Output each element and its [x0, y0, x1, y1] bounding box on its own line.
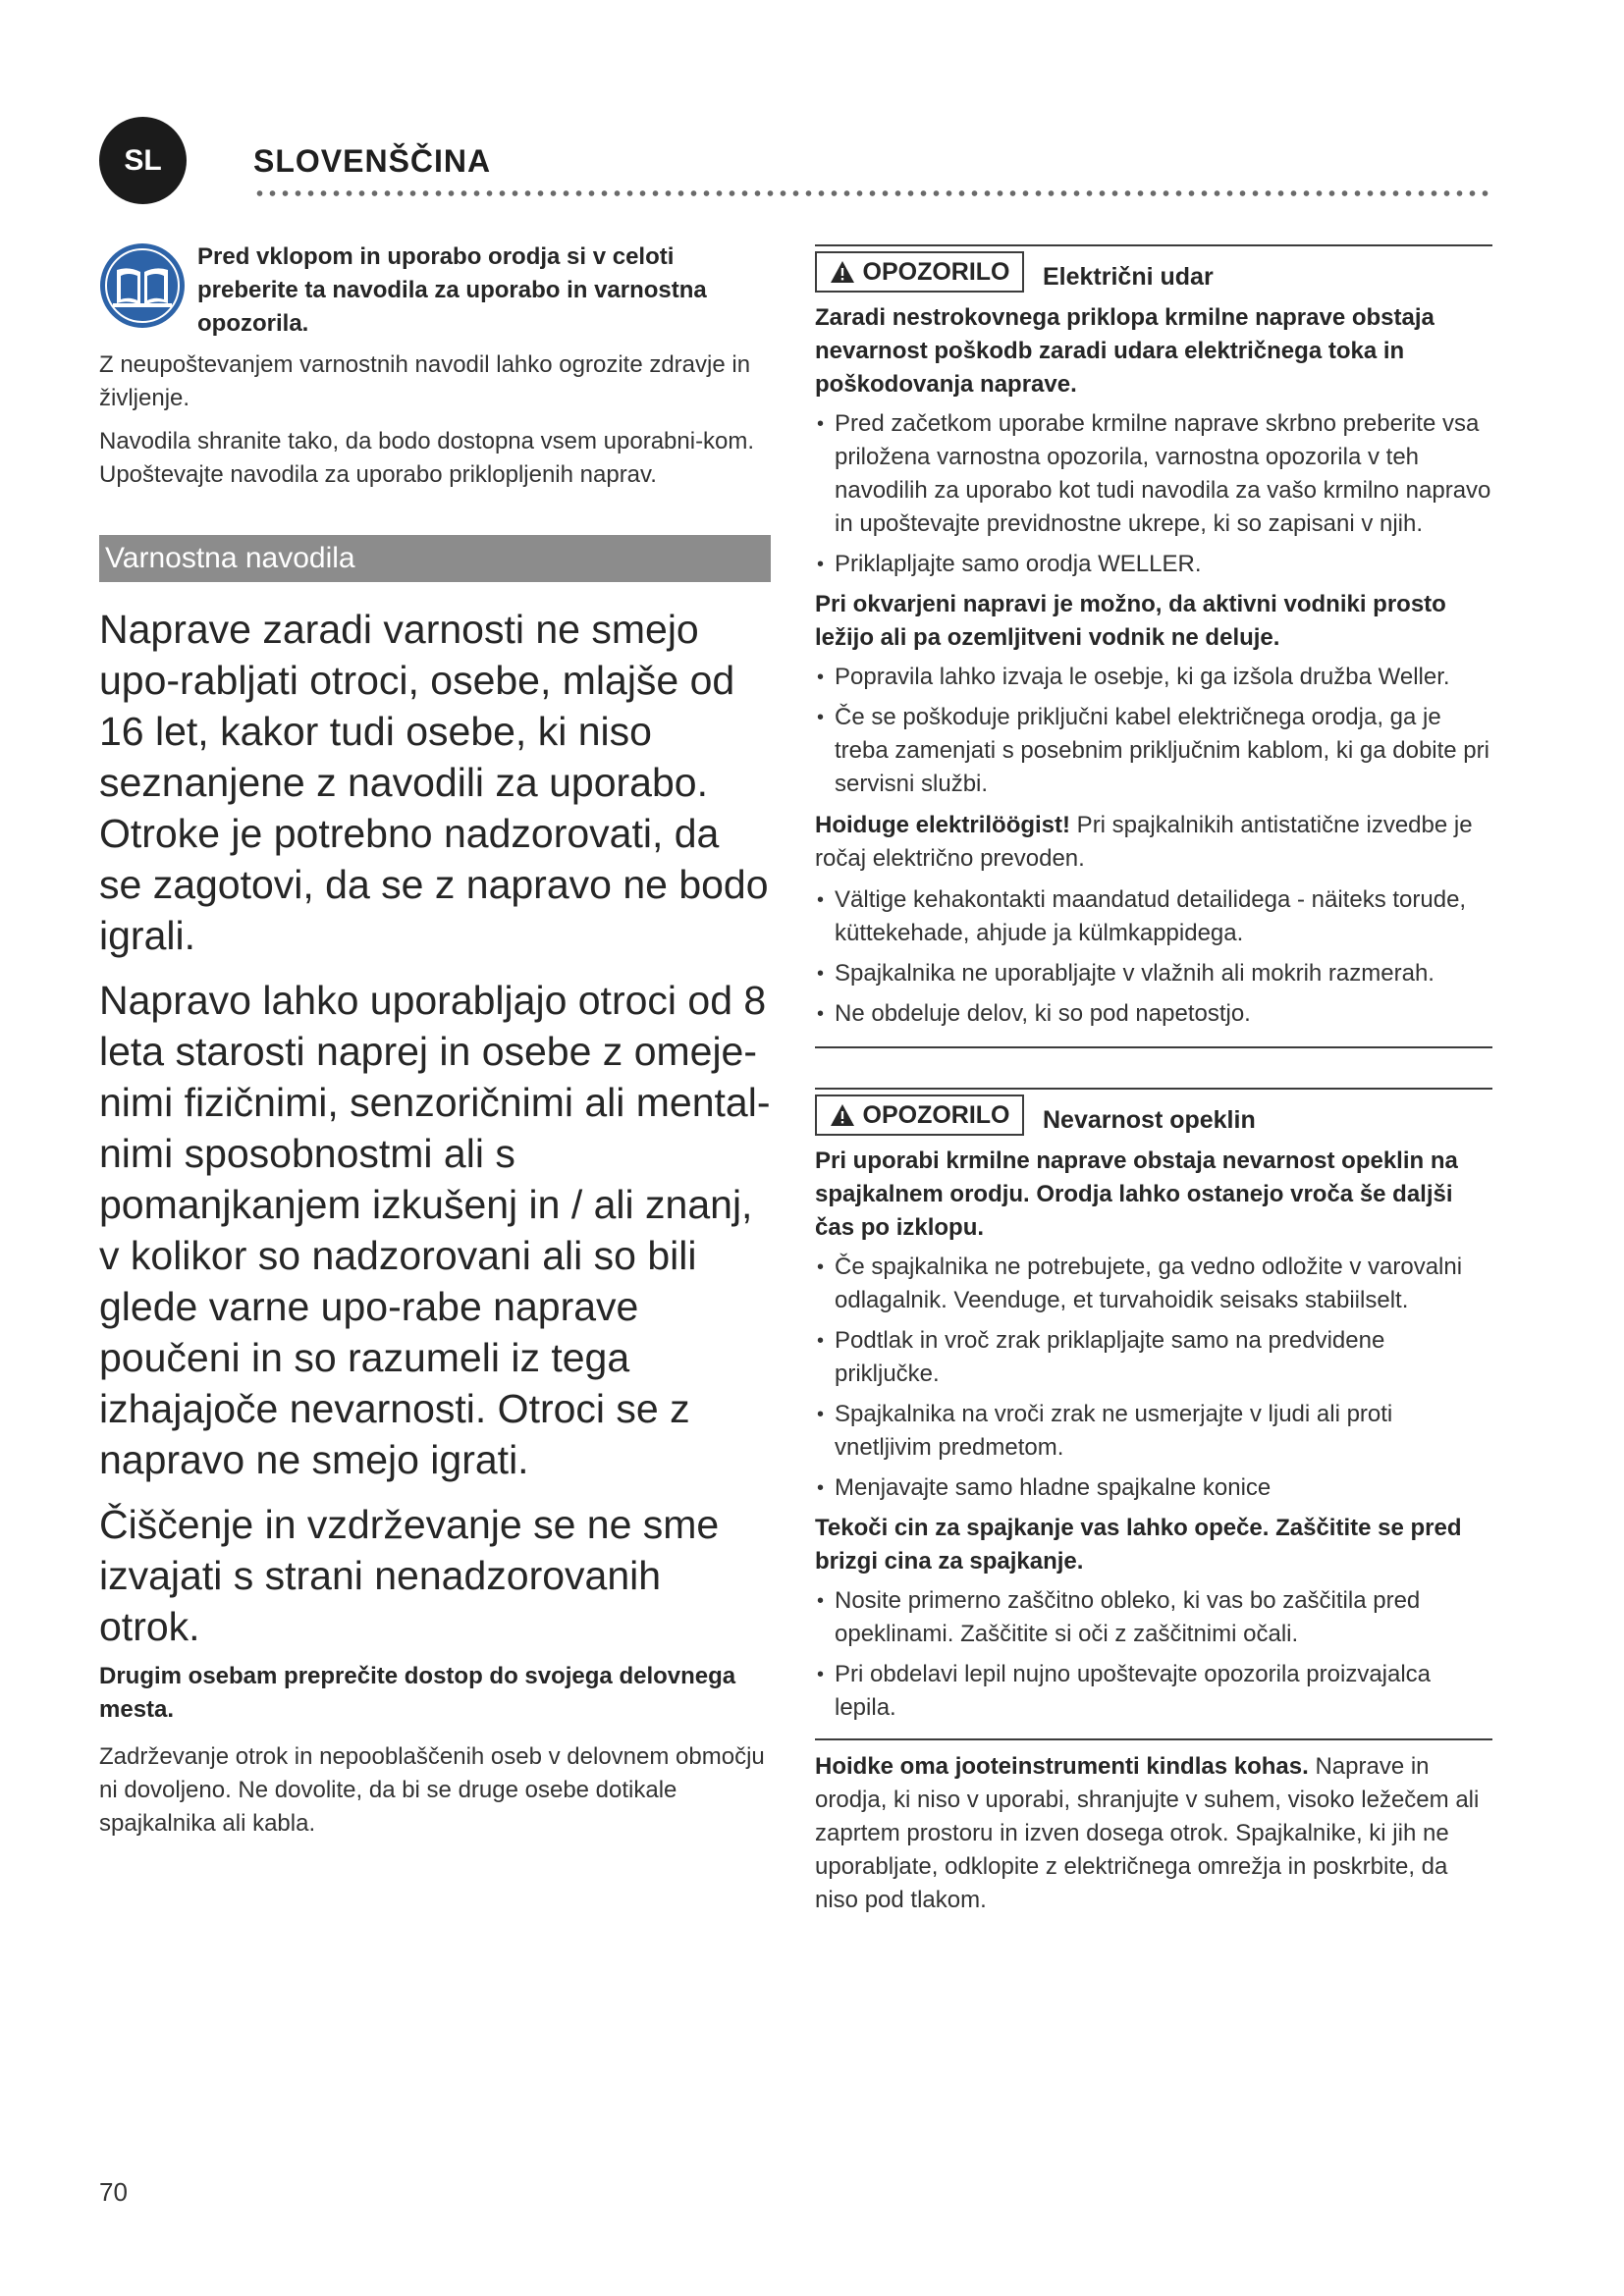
safety-large-text-2: Napravo lahko uporabljajo otroci od 8 leta starosti naprej in osebe z omeje-nimi fizičnimi, senzoričnimi ali mental-nimi sposobnostmi ali s pomanjkanjem izkušenj in / ali znanj, v kolikor so nadzorovani ali so bili glede varne upo-rabe naprave poučeni in so razumeli iz tega izhajajoče nevarnosti. Otroci se z napravo ne smejo igrati.	[99, 978, 771, 1482]
list-item: • Spajkalnika na vroči zrak ne usmerjajte v ljudi ali proti vnetljivim predmetom.	[815, 1398, 1492, 1465]
safety-large-text-3: Čiščenje in vzdrževanje se ne sme izvajati s strani nenadzorovanih otrok.	[99, 1502, 720, 1649]
warning-triangle-icon	[830, 1103, 855, 1127]
warning-triangle-icon	[830, 260, 855, 284]
list-item: • Vältige kehakontakti maandatud detailidega - näiteks torude, küttekehade, ahjude ja külmkappidega.	[815, 883, 1492, 950]
intro-bold-text: Pred vklopom in uporabo orodja si v celoti preberite ta navodila za uporabo in varnostna opozorila.	[197, 243, 707, 337]
storage-bold: Hoidke oma jooteinstrumenti kindlas kohas.	[815, 1753, 1309, 1780]
warning-title: Električni udar	[1043, 263, 1214, 291]
book-icon	[99, 242, 186, 329]
divider	[815, 1738, 1492, 1740]
warning-bold-text: Pri uporabi krmilne naprave obstaja nevarnost opeklin na spajkalnem orodju. Orodja lahko ostanejo vroča še daljši čas po izklopu.	[815, 1148, 1458, 1241]
list-item: • Popravila lahko izvaja le osebje, ki ga izšola družba Weller.	[815, 661, 1492, 694]
bullet-list	[815, 1584, 1492, 1725]
bullet-list	[815, 407, 1492, 581]
workplace-paragraph: Zadrževanje otrok in nepooblaščenih oseb v delovnem območju ni dovoljeno. Ne dovolite, da bi se druge osebe dotikale spajkalnika ali kabla.	[99, 1743, 765, 1837]
antistatic-bold: Hoiduge elektrilöögist!	[815, 812, 1071, 838]
workplace-bold-text: Drugim osebam preprečite dostop do svojega delovnega mesta.	[99, 1663, 736, 1723]
intro-block	[99, 240, 771, 341]
list-item: • Ne obdeluje delov, ki so pod napetostjo.	[815, 997, 1492, 1031]
warning-label	[815, 251, 1024, 293]
section-heading: Varnostna navodila	[99, 535, 771, 582]
storage-paragraph	[815, 1750, 1492, 1917]
warning-label	[815, 1095, 1024, 1136]
left-column	[99, 240, 771, 1850]
dotted-divider	[253, 189, 1492, 197]
page-number: 70	[99, 2177, 128, 2207]
antistatic-paragraph	[815, 809, 1492, 876]
list-item: • Menjavajte samo hladne spajkalne konice	[815, 1471, 1492, 1505]
page-title: SLOVENŠČINA	[253, 143, 492, 179]
list-item: • Pri obdelavi lepil nujno upoštevajte opozorila proizvajalca lepila.	[815, 1658, 1492, 1725]
warning-bold-text: Tekoči cin za spajkanje vas lahko opeče. Zaščitite se pred brizgi cina za spajkanje.	[815, 1515, 1462, 1575]
right-column	[815, 240, 1492, 1925]
warning-header-burn	[815, 1088, 1492, 1139]
list-item: • Priklapljajte samo orodja WELLER.	[815, 548, 1492, 581]
list-item: • Nosite primerno zaščitno obleko, ki vas bo zaščitila pred opeklinami. Zaščitite si oči z zaščitnimi očali.	[815, 1584, 1492, 1651]
list-item: • Podtlak in vroč zrak priklapljajte samo na predvidene priključke.	[815, 1324, 1492, 1391]
warning-bold-text: Pri okvarjeni napravi je možno, da aktivni vodniki prosto ležijo ali pa ozemljitveni vodnik ne deluje.	[815, 591, 1446, 651]
warning-label-text: OPOZORILO	[862, 1100, 1010, 1129]
warning-bold-text: Zaradi nestrokovnega priklopa krmilne naprave obstaja nevarnost poškodb zaradi udara električnega toka in poškodovanja naprave.	[815, 304, 1435, 398]
warning-title: Nevarnost opeklin	[1043, 1106, 1256, 1134]
list-item: • Pred začetkom uporabe krmilne naprave skrbno preberite vsa priložena varnostna opozorila, varnostna opozorila v teh navodilih za uporabo kot tudi navodila za vašo krmilno napravo in upoštevajte previdnostne ukrepe, ki so zapisani v njih.	[815, 407, 1492, 541]
safety-large-text-1: Naprave zaradi varnosti ne smejo upo-rabljati otroci, osebe, mlajše od 16 let, kakor tudi osebe, ki niso seznanjene z navodili za uporabo. Otroke je potrebno nadzorovati, da se zagotovi, da se z napravo ne bodo igrali.	[99, 607, 769, 958]
warning-header-electric	[815, 244, 1492, 295]
list-item: • Če spajkalnika ne potrebujete, ga vedno odložite v varovalni odlagalnik. Veenduge, et turvahoidik seisaks stabiilselt.	[815, 1251, 1492, 1317]
bullet-list	[815, 883, 1492, 1031]
antistatic-text: Pri spajkalnikih antistatične izvedbe je ročaj električno prevoden.	[815, 812, 1473, 872]
storage-text: Naprave in orodja, ki niso v uporabi, shranjujte v suhem, visoko ležečem ali zaprtem prostoru in izven dosega otrok. Spajkalnike, ki jih ne uporabljate, odklopite z električnega omrežja in poskrbite, da niso pod tlakom.	[815, 1753, 1480, 1913]
bullet-list	[815, 661, 1492, 801]
intro-paragraph-2: Navodila shranite tako, da bodo dostopna vsem uporabni-kom. Upoštevajte navodila za uporabo priklopljenih naprav.	[99, 428, 755, 488]
list-item: • Spajkalnika ne uporabljajte v vlažnih ali mokrih razmerah.	[815, 957, 1492, 990]
bullet-list	[815, 1251, 1492, 1505]
warning-label-text: OPOZORILO	[862, 257, 1010, 286]
language-badge: SL	[99, 117, 187, 204]
intro-paragraph-1: Z neupoštevanjem varnostnih navodil lahko ogrozite zdravje in življenje.	[99, 351, 751, 411]
list-item: • Če se poškoduje priključni kabel električnega orodja, ga je treba zamenjati s posebnim priključnim kablom, ki ga dobite pri servisni službi.	[815, 701, 1492, 801]
